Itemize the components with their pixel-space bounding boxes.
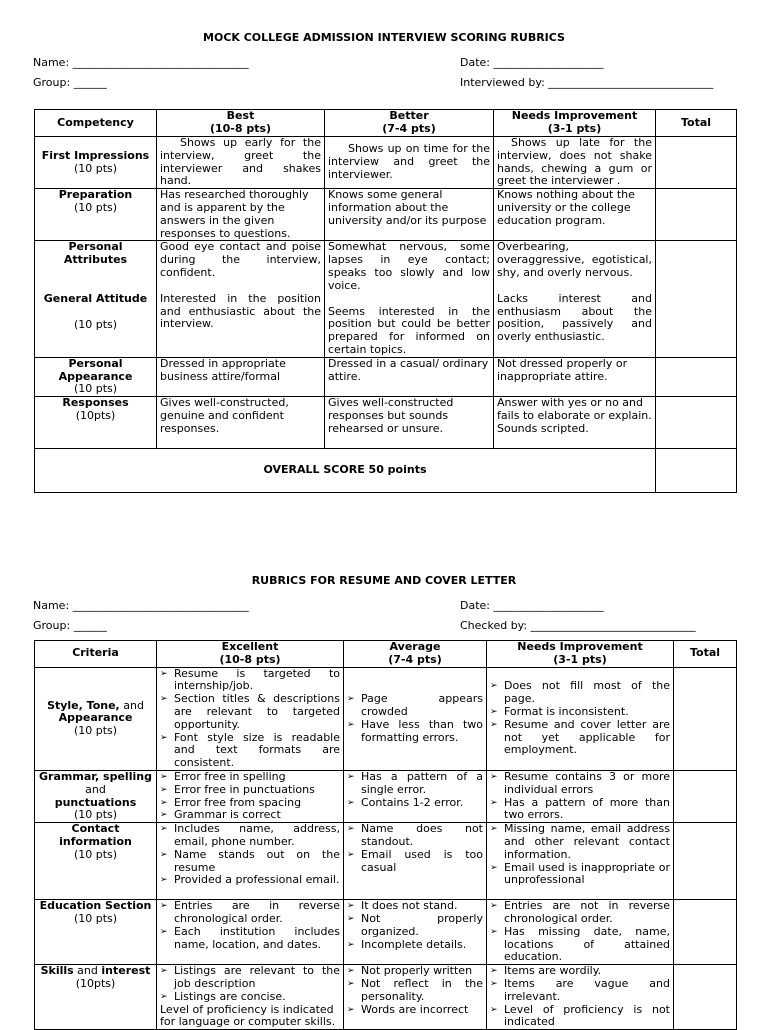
table-row	[35, 241, 737, 357]
competency-cell: Personal Attributes General Attitude (10 pts)	[35, 241, 157, 357]
better-cell: Dressed in a casual/ ordinary attire.	[325, 357, 494, 396]
excellent-cell	[157, 823, 344, 900]
total-cell	[674, 965, 737, 1030]
criteria-cell: Contact information (10 pts)	[35, 823, 157, 900]
best-cell: Good eye contact and poise during the interview, confident. Interested in the position and enthusiastic about the interview.	[157, 241, 325, 357]
excellent-extra-text: Level of proficiency is indicated for language or computer skills.	[160, 1002, 336, 1029]
needs-cell: Overbearing, overaggressive, egotistical, shy, and overly nervous. Lacks interest and enthusiasm about the position, passively and overly enthusiastic.	[494, 241, 656, 357]
average-cell	[344, 667, 487, 770]
list-item: ➢ Has missing date, name, locations of attained education.	[490, 926, 670, 964]
total-cell	[656, 357, 737, 396]
needs-improvement-header: Needs Improvement (3-1 pts)	[494, 110, 656, 137]
needs-cell: Shows up late for the interview, does not shake hands, chewing a gum or greet the interviewer .	[494, 137, 656, 189]
criteria-cell: Style, Tone, and Appearance (10 pts)	[35, 667, 157, 770]
list-item: ➢ Each institution includes name, location, and dates.	[160, 926, 340, 952]
list-item: ➢ Have less than two formatting errors.	[347, 719, 483, 745]
best-header: Best (10-8 pts)	[157, 110, 325, 137]
needs-cell	[487, 770, 674, 822]
total-cell	[656, 397, 737, 449]
list-item: ➢ Items are wordily.	[490, 965, 670, 978]
overall-score: OVERALL SCORE 50 points	[35, 449, 656, 493]
table-row	[35, 667, 737, 770]
better-cell: Shows up on time for the interview and greet the interviewer.	[325, 137, 494, 189]
criteria-header: Criteria	[35, 641, 157, 668]
better-header: Better (7-4 pts)	[325, 110, 494, 137]
table-row	[35, 189, 737, 241]
excellent-cell	[157, 770, 344, 822]
total-cell	[674, 770, 737, 822]
list-item: ➢ Email used is too casual	[347, 849, 483, 875]
list-item: ➢ Error free from spacing	[160, 797, 340, 810]
total-header: Total	[656, 110, 737, 137]
criteria-cell: Grammar, spelling and punctuations (10 pts)	[35, 770, 157, 822]
better-cell: Somewhat nervous, some lapses in eye contact; speaks too slowly and low voice. Seems interested in the position but could be better prepared for informed on certain topics.	[325, 241, 494, 357]
overall-row	[35, 449, 737, 493]
list-item: ➢ Level of proficiency is not indicated	[490, 1004, 670, 1030]
interview-rubric-table	[34, 109, 737, 493]
list-item: ➢ Provided a professional email.	[160, 874, 340, 887]
list-item: ➢ Contains 1-2 error.	[347, 797, 483, 810]
competency-cell: Personal Appearance (10 pts)	[35, 357, 157, 396]
interviewed-by-field: Interviewed by: ______________________________	[460, 76, 714, 89]
list-item: ➢ Has a pattern of more than two errors.	[490, 797, 670, 823]
competency-cell: Preparation (10 pts)	[35, 189, 157, 241]
competency-cell: First Impressions (10 pts)	[35, 137, 157, 189]
list-item: ➢ Format is inconsistent.	[490, 706, 670, 719]
needs-improvement-header: Needs Improvement (3-1 pts)	[487, 641, 674, 668]
table-row	[35, 900, 737, 965]
best-cell: Has researched thoroughly and is apparent by the answers in the given responses to questions.	[157, 189, 325, 241]
resume-rubric-title: RUBRICS FOR RESUME AND COVER LETTER	[251, 574, 517, 587]
needs-cell	[487, 667, 674, 770]
total-cell	[674, 900, 737, 965]
table-row	[35, 823, 737, 900]
table-row	[35, 397, 737, 449]
excellent-cell	[157, 965, 344, 1030]
interview-rubric-title: MOCK COLLEGE ADMISSION INTERVIEW SCORING RUBRICS	[203, 31, 565, 44]
header-row	[35, 641, 737, 668]
list-item: ➢ Has a pattern of a single error.	[347, 771, 483, 797]
list-item: ➢ Does not fill most of the page.	[490, 680, 670, 706]
date-field: Date: ____________________	[460, 599, 604, 612]
list-item: ➢ Resume is targeted to internship/job.	[160, 668, 340, 694]
list-item: ➢ Not properly written	[347, 965, 483, 978]
group-field: Group: ______	[33, 76, 107, 89]
average-header: Average (7-4 pts)	[344, 641, 487, 668]
list-item: ➢ It does not stand.	[347, 900, 483, 913]
list-item: ➢ Font style size is readable and text formats are consistent.	[160, 732, 340, 770]
list-item: ➢ Grammar is correct	[160, 809, 340, 822]
better-cell: Gives well-constructed responses but sounds rehearsed or unsure.	[325, 397, 494, 449]
needs-cell: Knows nothing about the university or the college education program.	[494, 189, 656, 241]
needs-cell	[487, 823, 674, 900]
list-item: ➢ Not properly organized.	[347, 913, 483, 939]
name-field: Name: ________________________________	[33, 56, 249, 69]
excellent-cell	[157, 667, 344, 770]
checked-by-field: Checked by: ______________________________	[460, 619, 696, 632]
group-field: Group: ______	[33, 619, 107, 632]
criteria-cell: Skills and interest (10pts)	[35, 965, 157, 1030]
excellent-cell	[157, 900, 344, 965]
list-item: ➢ Resume and cover letter are not yet applicable for employment.	[490, 719, 670, 757]
competency-cell: Responses (10pts)	[35, 397, 157, 449]
list-item: ➢ Resume contains 3 or more individual errors	[490, 771, 670, 797]
list-item: ➢ Missing name, email address and other relevant contact information.	[490, 823, 670, 861]
total-cell	[674, 667, 737, 770]
list-item: ➢ Incomplete details.	[347, 939, 483, 952]
list-item: ➢ Email used is inappropriate or unprofessional	[490, 862, 670, 888]
needs-cell	[487, 900, 674, 965]
total-cell	[656, 137, 737, 189]
total-cell	[674, 823, 737, 900]
better-cell: Knows some general information about the university and/or its purpose	[325, 189, 494, 241]
total-header: Total	[674, 641, 737, 668]
average-cell	[344, 770, 487, 822]
competency-header: Competency	[35, 110, 157, 137]
total-cell	[656, 241, 737, 357]
table-row	[35, 770, 737, 822]
average-cell	[344, 900, 487, 965]
list-item: ➢ Not reflect in the personality.	[347, 978, 483, 1004]
best-cell: Dressed in appropriate business attire/formal	[157, 357, 325, 396]
total-cell	[656, 189, 737, 241]
needs-cell: Not dressed properly or inappropriate attire.	[494, 357, 656, 396]
needs-cell	[487, 965, 674, 1030]
excellent-header: Excellent (10-8 pts)	[157, 641, 344, 668]
average-cell	[344, 823, 487, 900]
average-cell	[344, 965, 487, 1030]
best-cell: Gives well-constructed, genuine and confident responses.	[157, 397, 325, 449]
list-item: ➢ Items are vague and irrelevant.	[490, 978, 670, 1004]
date-field: Date: ____________________	[460, 56, 604, 69]
total-cell	[656, 449, 737, 493]
list-item: ➢ Listings are concise.	[160, 991, 340, 1004]
list-item: ➢ Error free in spelling	[160, 771, 340, 784]
header-row	[35, 110, 737, 137]
list-item: ➢ Name does not standout.	[347, 823, 483, 849]
table-row	[35, 965, 737, 1030]
criteria-cell: Education Section (10 pts)	[35, 900, 157, 965]
list-item: ➢ Words are incorrect	[347, 1004, 483, 1017]
list-item: ➢ Listings are relevant to the job description	[160, 965, 340, 991]
list-item: ➢ Page appears crowded	[347, 693, 483, 719]
list-item: ➢ Name stands out on the resume	[160, 849, 340, 875]
resume-rubric-table	[34, 640, 737, 1030]
list-item: ➢ Error free in punctuations	[160, 784, 340, 797]
list-item: ➢ Includes name, address, email, phone number.	[160, 823, 340, 849]
list-item: ➢ Entries are in reverse chronological order.	[160, 900, 340, 926]
best-cell: Shows up early for the interview, greet the interviewer and shakes hand.	[157, 137, 325, 189]
name-field: Name: ________________________________	[33, 599, 249, 612]
needs-cell: Answer with yes or no and fails to elaborate or explain. Sounds scripted.	[494, 397, 656, 449]
table-row	[35, 357, 737, 396]
list-item: ➢ Entries are not in reverse chronological order.	[490, 900, 670, 926]
table-row	[35, 137, 737, 189]
list-item: ➢ Section titles & descriptions are relevant to targeted opportunity.	[160, 693, 340, 731]
